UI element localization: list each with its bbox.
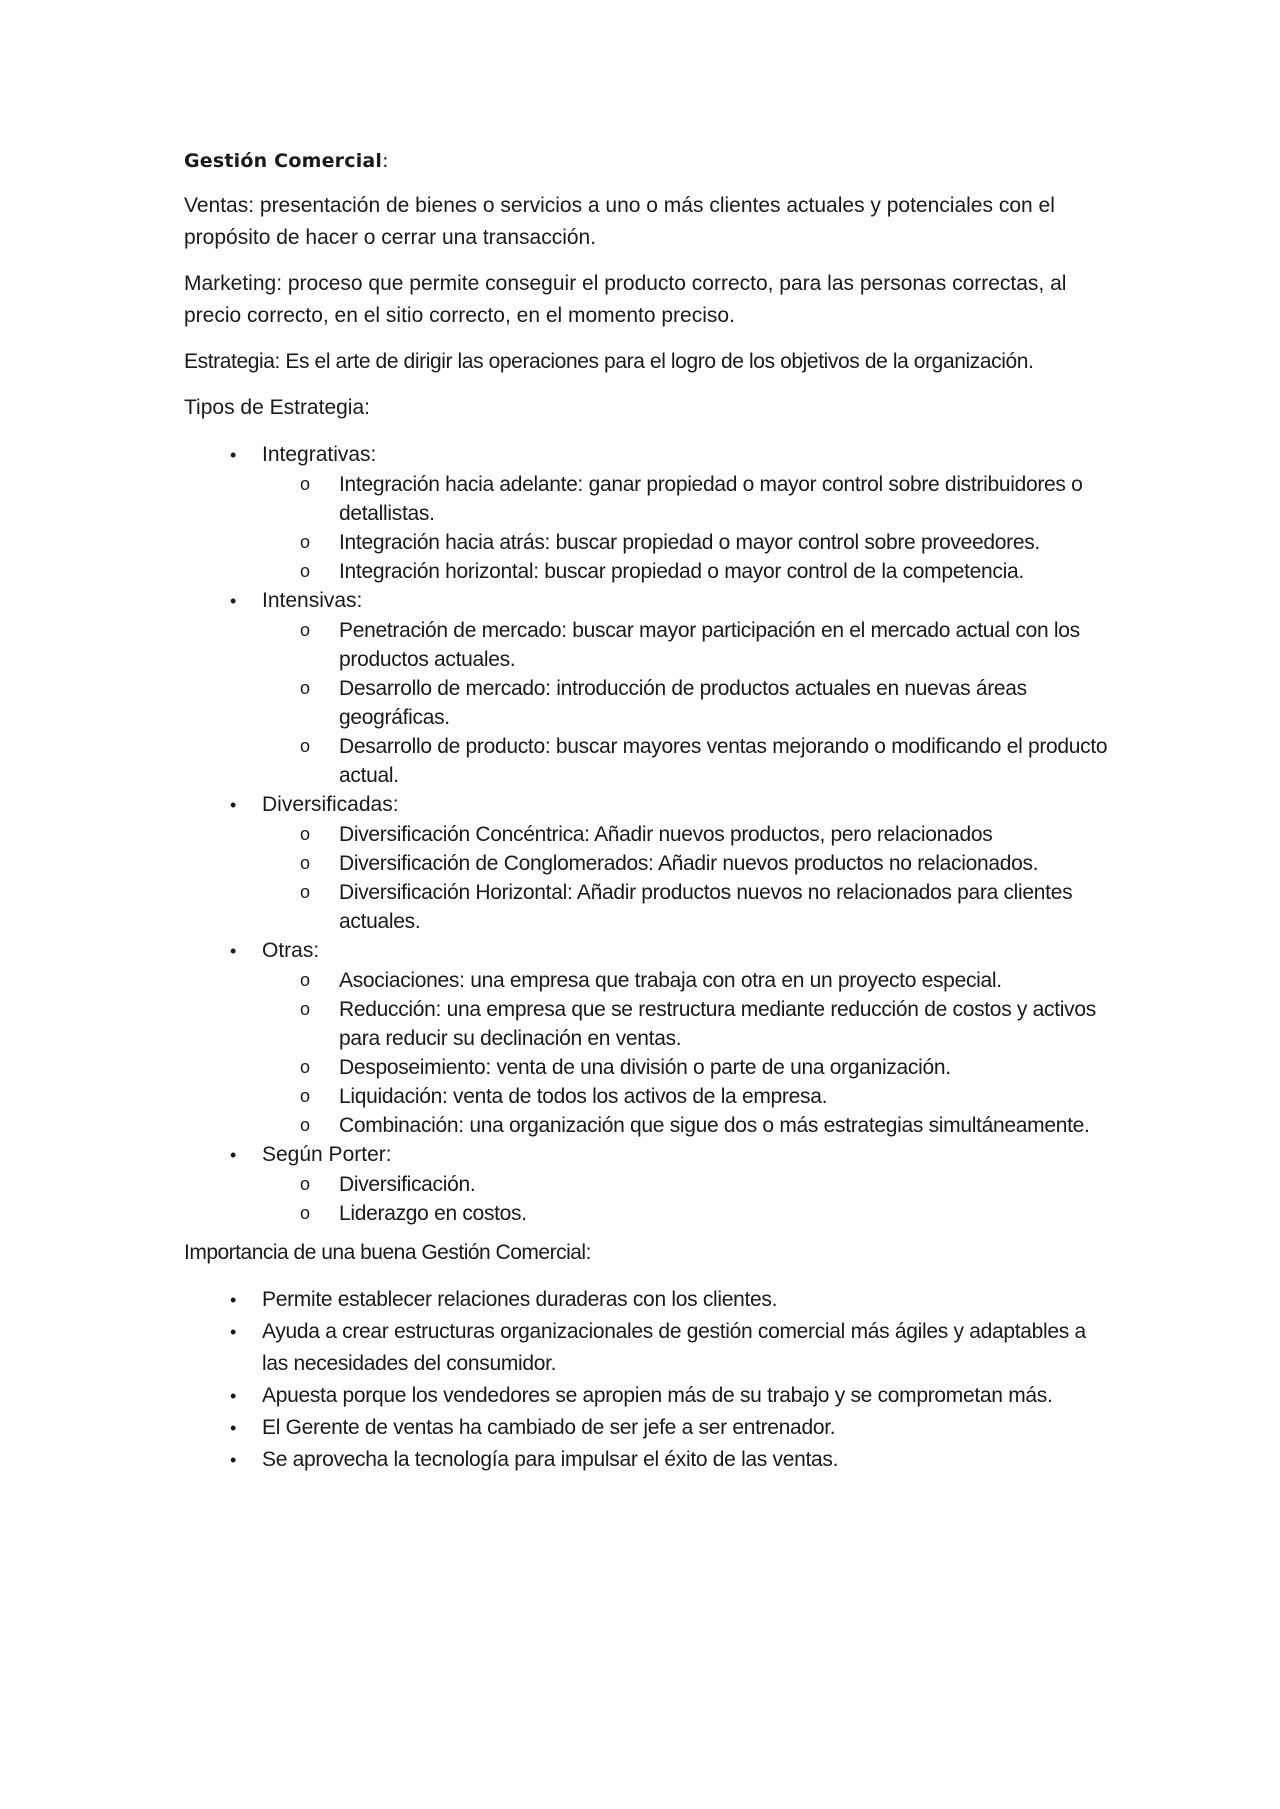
sub-list-item xyxy=(262,1082,1114,1111)
strategy-label: Integrativas: xyxy=(262,443,377,466)
importance-text: Ayuda a crear estructuras organizacionales de gestión comercial más ágiles y adaptables a las necesidades del consumidor. xyxy=(262,1320,1086,1375)
sub-item-text: Integración hacia atrás: buscar propiedad o mayor control sobre proveedores. xyxy=(339,531,1040,554)
sub-list-item xyxy=(262,820,1114,849)
circle-bullet-icon: o xyxy=(300,1115,310,1135)
sub-item-text: Desposeimiento: venta de una división o parte de una organización. xyxy=(339,1056,951,1079)
circle-bullet-icon: o xyxy=(300,999,310,1019)
bullet-icon: • xyxy=(230,1386,237,1406)
page-title xyxy=(184,150,1114,172)
sub-list xyxy=(262,966,1114,1140)
bullet-icon: • xyxy=(230,795,237,815)
importance-item xyxy=(184,1284,1114,1316)
strategy-item-integrativas xyxy=(184,440,1114,586)
sub-list-item xyxy=(262,616,1114,674)
circle-bullet-icon: o xyxy=(300,1174,310,1194)
circle-bullet-icon: o xyxy=(300,970,310,990)
bullet-icon: • xyxy=(230,591,237,611)
sub-list xyxy=(262,470,1114,586)
sub-list xyxy=(262,820,1114,936)
sub-item-text: Penetración de mercado: buscar mayor participación en el mercado actual con los productos actuales. xyxy=(339,619,1080,671)
importance-item xyxy=(184,1412,1114,1444)
circle-bullet-icon: o xyxy=(300,736,310,756)
sub-item-text: Integración hacia adelante: ganar propiedad o mayor control sobre distribuidores o detallistas. xyxy=(339,473,1083,525)
bullet-icon: • xyxy=(230,1145,237,1165)
sub-list-item xyxy=(262,878,1114,936)
circle-bullet-icon: o xyxy=(300,620,310,640)
strategy-item-segun-porter xyxy=(184,1140,1114,1228)
importance-list xyxy=(184,1284,1114,1476)
sub-item-text: Combinación: una organización que sigue dos o más estrategias simultáneamente. xyxy=(339,1114,1090,1137)
strategy-label: Intensivas: xyxy=(262,589,363,612)
strategy-label: Según Porter: xyxy=(262,1143,392,1166)
sub-list xyxy=(262,1170,1114,1228)
importance-text: Apuesta porque los vendedores se apropien más de su trabajo y se comprometan más. xyxy=(262,1384,1053,1407)
circle-bullet-icon: o xyxy=(300,853,310,873)
circle-bullet-icon: o xyxy=(300,474,310,494)
paragraph-ventas: Ventas: presentación de bienes o servicios a uno o más clientes actuales y potenciales con el propósito de hacer o cerrar una transacción. xyxy=(184,194,1055,249)
sub-item-text: Reducción: una empresa que se restructura mediante reducción de costos y activos para reducir su declinación en ventas. xyxy=(339,998,1096,1050)
sub-item-text: Integración horizontal: buscar propiedad o mayor control de la competencia. xyxy=(339,560,1024,583)
circle-bullet-icon: o xyxy=(300,678,310,698)
paragraph-marketing: Marketing: proceso que permite conseguir el producto correcto, para las personas correctas, al precio correcto, en el sitio correcto, en el momento preciso. xyxy=(184,272,1067,327)
sub-item-text: Liderazgo en costos. xyxy=(339,1202,527,1225)
strategy-label: Diversificadas: xyxy=(262,793,399,816)
sub-list-item xyxy=(262,674,1114,732)
importance-item xyxy=(184,1380,1114,1412)
bullet-icon: • xyxy=(230,941,237,961)
sub-item-text: Desarrollo de producto: buscar mayores ventas mejorando o modificando el producto actual. xyxy=(339,735,1108,787)
importance-item xyxy=(184,1316,1114,1380)
circle-bullet-icon: o xyxy=(300,1057,310,1077)
importance-item xyxy=(184,1444,1114,1476)
strategy-list xyxy=(184,440,1114,1228)
circle-bullet-icon: o xyxy=(300,882,310,902)
importance-text: El Gerente de ventas ha cambiado de ser jefe a ser entrenador. xyxy=(262,1416,836,1439)
sub-list-item xyxy=(262,1199,1114,1228)
sub-list-item xyxy=(262,557,1114,586)
sub-list xyxy=(262,616,1114,790)
bullet-icon: • xyxy=(230,1418,237,1438)
importance-text: Se aprovecha la tecnología para impulsar el éxito de las ventas. xyxy=(262,1448,839,1471)
paragraph-tipos: Tipos de Estrategia: xyxy=(184,396,370,419)
circle-bullet-icon: o xyxy=(300,561,310,581)
title-text: Gestión Comercial xyxy=(184,150,383,172)
importance-text: Permite establecer relaciones duraderas con los clientes. xyxy=(262,1288,778,1311)
sub-list-item xyxy=(262,1053,1114,1082)
sub-list-item xyxy=(262,849,1114,878)
sub-list-item xyxy=(262,966,1114,995)
title-colon: : xyxy=(382,150,389,172)
sub-item-text: Liquidación: venta de todos los activos de la empresa. xyxy=(339,1085,828,1108)
bullet-icon: • xyxy=(230,1322,237,1342)
strategy-item-otras xyxy=(184,936,1114,1140)
circle-bullet-icon: o xyxy=(300,532,310,552)
paragraph-estrategia: Estrategia: Es el arte de dirigir las operaciones para el logro de los objetivos de la organización. xyxy=(184,350,1034,373)
importance-heading: Importancia de una buena Gestión Comercial: xyxy=(184,1241,591,1264)
document-body xyxy=(184,150,1114,1476)
bullet-icon: • xyxy=(230,445,237,465)
circle-bullet-icon: o xyxy=(300,824,310,844)
sub-item-text: Asociaciones: una empresa que trabaja con otra en un proyecto especial. xyxy=(339,969,1002,992)
sub-list-item xyxy=(262,732,1114,790)
sub-item-text: Diversificación Concéntrica: Añadir nuevos productos, pero relacionados xyxy=(339,823,993,846)
circle-bullet-icon: o xyxy=(300,1086,310,1106)
sub-item-text: Diversificación Horizontal: Añadir productos nuevos no relacionados para clientes actuales. xyxy=(339,881,1073,933)
sub-list-item xyxy=(262,1170,1114,1199)
bullet-icon: • xyxy=(230,1450,237,1470)
sub-item-text: Desarrollo de mercado: introducción de productos actuales en nuevas áreas geográficas. xyxy=(339,677,1027,729)
strategy-item-intensivas xyxy=(184,586,1114,790)
sub-item-text: Diversificación. xyxy=(339,1173,476,1196)
circle-bullet-icon: o xyxy=(300,1203,310,1223)
sub-item-text: Diversificación de Conglomerados: Añadir nuevos productos no relacionados. xyxy=(339,852,1039,875)
strategy-item-diversificadas xyxy=(184,790,1114,936)
sub-list-item xyxy=(262,470,1114,528)
sub-list-item xyxy=(262,1111,1114,1140)
bullet-icon: • xyxy=(230,1290,237,1310)
strategy-label: Otras: xyxy=(262,939,320,962)
sub-list-item xyxy=(262,528,1114,557)
sub-list-item xyxy=(262,995,1114,1053)
